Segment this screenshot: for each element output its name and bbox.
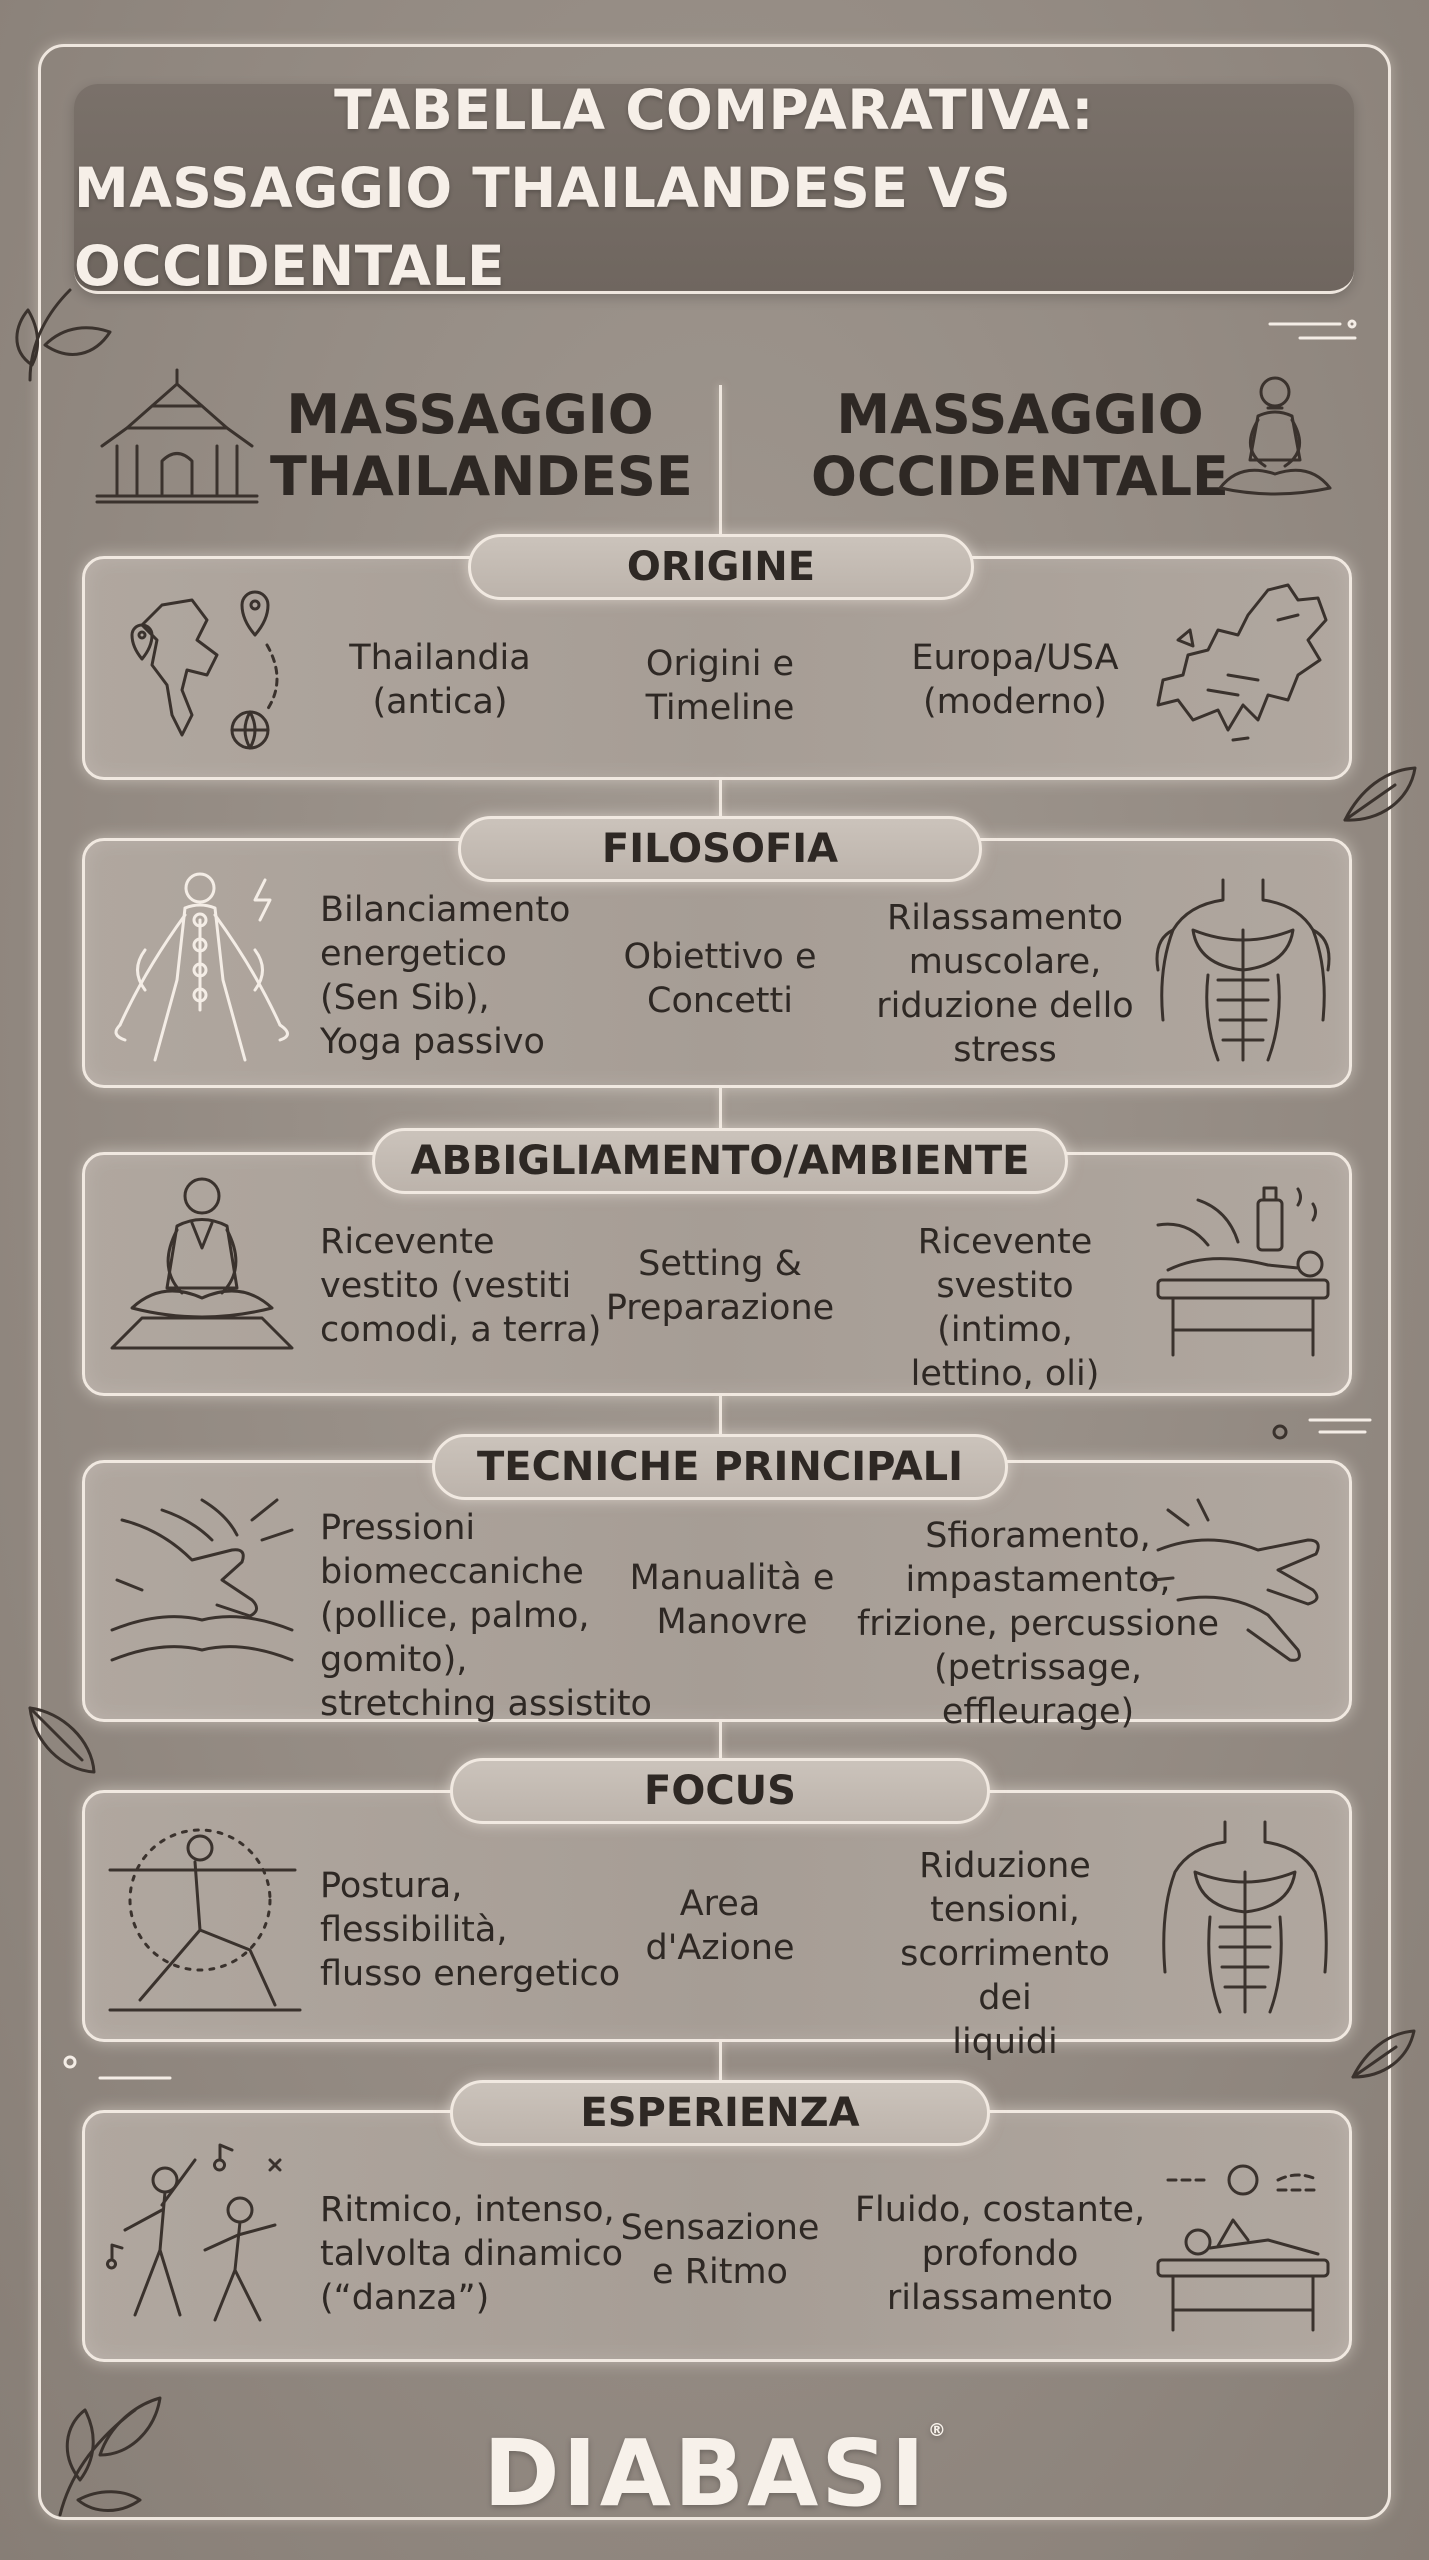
filosofia-thai-text: Bilanciamento energetico (Sen Sib), Yoga passivo bbox=[320, 890, 571, 1062]
muscle-torso-icon bbox=[1148, 870, 1338, 1070]
esperienza-western-text: Fluido, costante, profondo rilassamento bbox=[854, 2190, 1146, 2318]
row-label-tecniche: TECNICHE PRINCIPALI bbox=[432, 1434, 1008, 1500]
tecniche-criterion-text: Manualità e Manovre bbox=[629, 1558, 835, 1642]
column-header-thai: MASSAGGIO THAILANDESE bbox=[270, 383, 693, 508]
filosofia-western-text: Rilassamento muscolare, riduzione dello stress bbox=[876, 898, 1134, 1070]
seated-person-icon bbox=[102, 1168, 302, 1368]
relaxing-person-icon bbox=[1148, 2150, 1338, 2340]
brand-logo: DIABASI® bbox=[483, 2420, 946, 2527]
europe-map-icon bbox=[1148, 580, 1333, 760]
origine-criterion-text: Origini e Timeline bbox=[645, 644, 795, 728]
focus-thai-text: Postura, flessibilità, flusso energetico bbox=[320, 1866, 621, 1994]
filosofia-criterion-text: Obiettivo e Concetti bbox=[623, 937, 817, 1021]
leaf-decoration-icon bbox=[1348, 2025, 1418, 2085]
origine-thai-text: Thailandia (antica) bbox=[349, 638, 531, 722]
dancing-figures-icon bbox=[100, 2140, 300, 2340]
origine-western-text: Europa/USA (moderno) bbox=[911, 638, 1119, 722]
row-label-esperienza: ESPERIENZA bbox=[450, 2080, 990, 2146]
thailand-map-icon bbox=[112, 585, 282, 755]
pressing-hands-icon bbox=[102, 1490, 302, 1690]
row-label-filosofia: FILOSOFIA bbox=[458, 816, 982, 882]
energy-body-icon bbox=[105, 860, 305, 1070]
title-banner bbox=[74, 77, 1354, 298]
abbigliamento-thai-text: Ricevente vestito (vestiti comodi, a terra) bbox=[320, 1222, 602, 1350]
tecniche-western-text: Sfioramento, impastamento, frizione, percussione (petrissage, effleurage) bbox=[856, 1516, 1220, 1732]
decorative-lines bbox=[1270, 1410, 1380, 1450]
esperienza-thai-text: Ritmico, intenso, talvolta dinamico (“danza”) bbox=[320, 2190, 624, 2318]
focus-western-text: Riduzione tensioni, scorrimento dei liquidi bbox=[900, 1846, 1110, 2062]
abbigliamento-criterion-text: Setting & Preparazione bbox=[605, 1244, 835, 1328]
column-divider bbox=[719, 385, 722, 535]
title-line-1: TABELLA COMPARATIVA: bbox=[334, 77, 1094, 142]
tecniche-thai-text: Pressioni biomeccaniche (pollice, palmo, gomito), stretching assistito bbox=[320, 1508, 652, 1724]
title-line-2: MASSAGGIO THAILANDESE VS OCCIDENTALE bbox=[74, 155, 1012, 298]
focus-criterion-text: Area d'Azione bbox=[645, 1884, 795, 1968]
decorative-lines bbox=[60, 2050, 180, 2090]
leaf-decoration-icon bbox=[1340, 760, 1420, 830]
esperienza-criterion-text: Sensazione e Ritmo bbox=[620, 2208, 820, 2292]
column-header-western: MASSAGGIO OCCIDENTALE bbox=[811, 383, 1229, 508]
row-label-focus: FOCUS bbox=[450, 1758, 990, 1824]
row-label-abbigliamento: ABBIGLIAMENTO/AMBIENTE bbox=[372, 1128, 1068, 1194]
meditation-icon bbox=[1210, 370, 1340, 510]
abbigliamento-western-text: Ricevente svestito (intimo, lettino, oli) bbox=[910, 1222, 1100, 1394]
muscle-torso-icon bbox=[1150, 1812, 1340, 2022]
kneading-hands-icon bbox=[1148, 1490, 1338, 1680]
decorative-lines bbox=[1230, 318, 1360, 348]
row-label-origine: ORIGINE bbox=[468, 534, 974, 600]
yoga-pose-icon bbox=[100, 1820, 310, 2020]
temple-icon bbox=[92, 366, 262, 506]
massage-table-icon bbox=[1148, 1180, 1338, 1360]
